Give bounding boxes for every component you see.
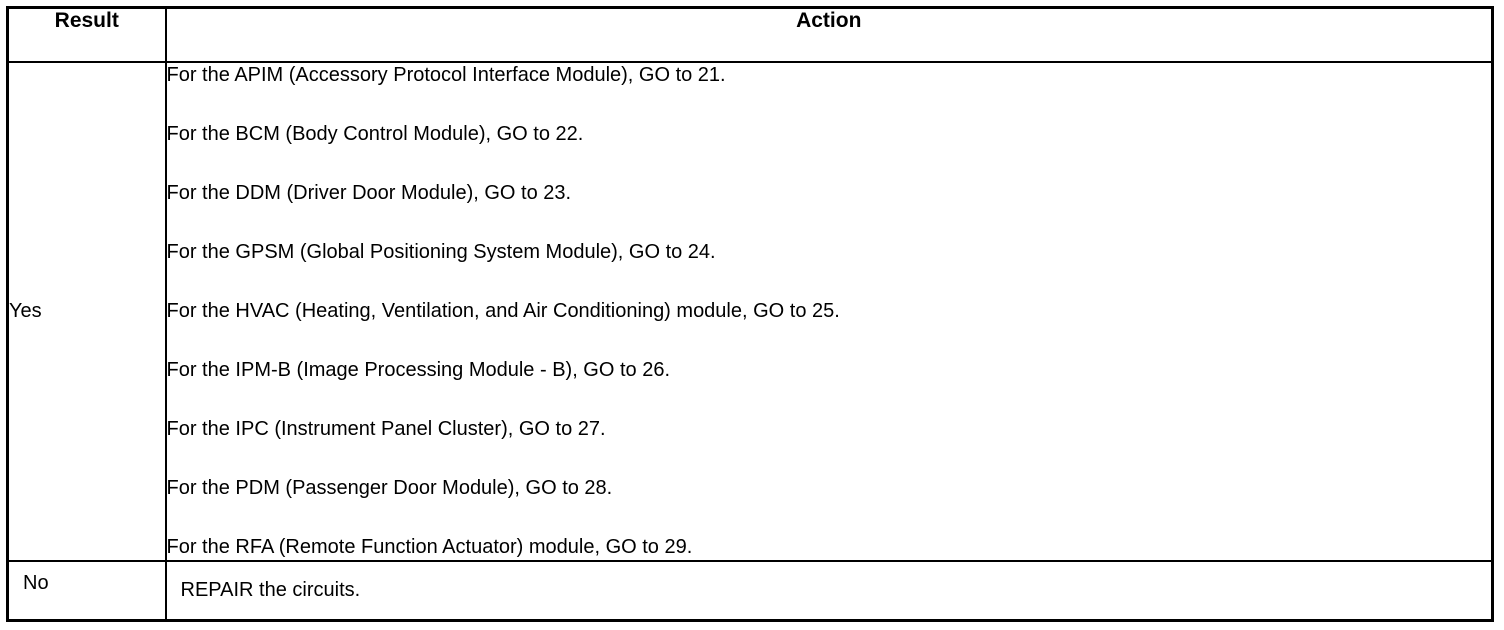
table-row [8, 62, 1493, 561]
action-item: For the IPC (Instrument Panel Cluster), GO to 27. [166, 418, 606, 440]
result-value-yes: Yes [8, 62, 166, 561]
action-item: For the DDM (Driver Door Module), GO to 23. [166, 182, 572, 204]
table-header [8, 8, 1493, 63]
action-item: REPAIR the circuits. [180, 579, 361, 601]
table-header-row [8, 8, 1493, 63]
action-item: For the PDM (Passenger Door Module), GO to 28. [166, 477, 613, 499]
action-item: For the GPSM (Global Positioning System Module), GO to 24. [166, 241, 716, 263]
action-item: For the APIM (Accessory Protocol Interface Module), GO to 21. [166, 64, 726, 86]
action-item: For the HVAC (Heating, Ventilation, and Air Conditioning) module, GO to 25. [166, 300, 840, 322]
result-action-table [6, 6, 1494, 622]
table-body [8, 62, 1493, 621]
table-row [8, 561, 1493, 621]
column-header-result: Result [8, 8, 166, 63]
action-item: For the IPM-B (Image Processing Module - B), GO to 26. [166, 359, 671, 381]
result-value-no: No [8, 561, 166, 621]
column-header-action: Action [166, 8, 1493, 63]
action-list-yes [166, 62, 1493, 561]
action-item: For the BCM (Body Control Module), GO to 22. [166, 123, 584, 145]
action-list-no [166, 561, 1493, 621]
action-item: For the RFA (Remote Function Actuator) module, GO to 29. [166, 536, 693, 558]
action-items [167, 63, 1492, 560]
